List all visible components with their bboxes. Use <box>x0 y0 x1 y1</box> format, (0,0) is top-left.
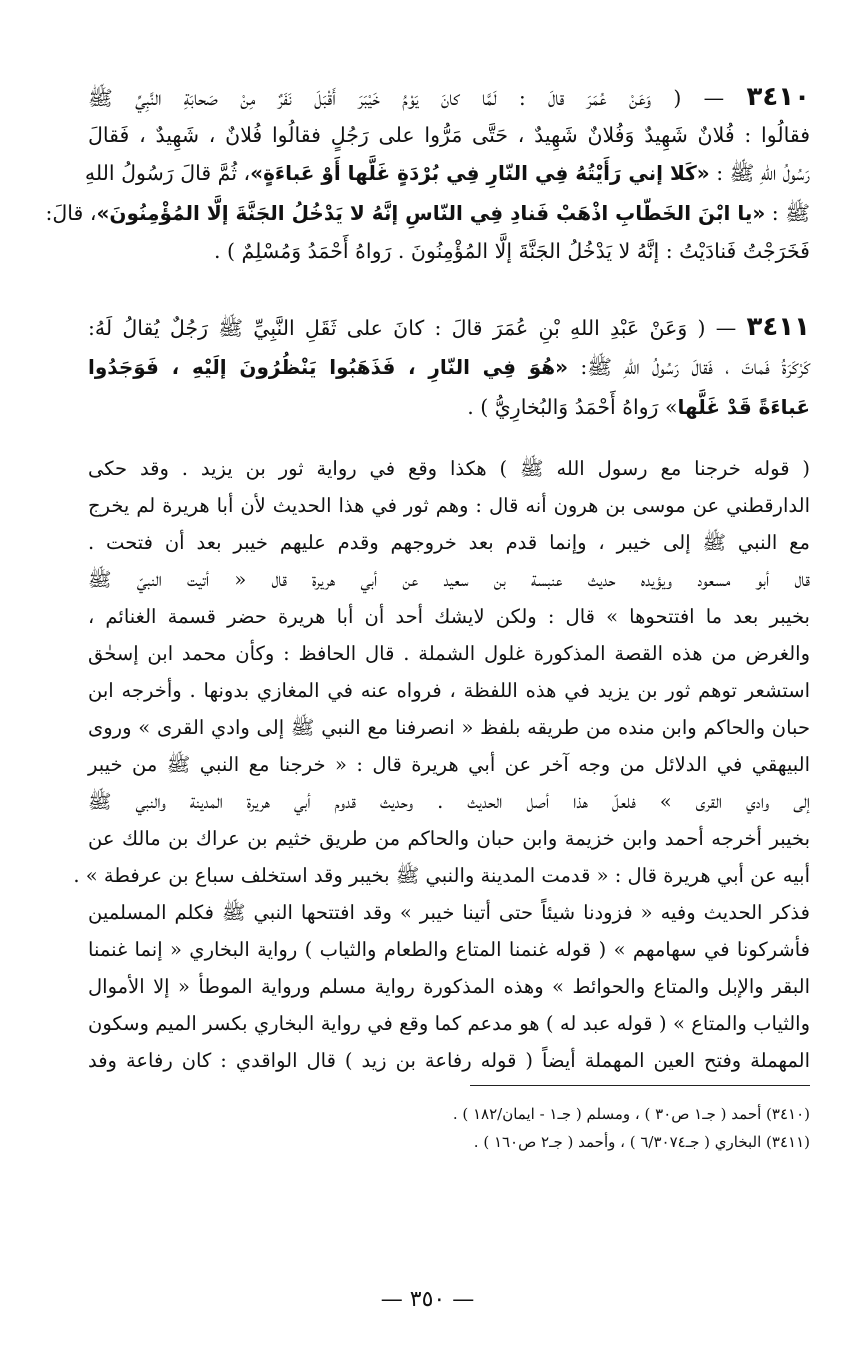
prophetic-quote: عَباءَةً قَدْ غَلَّها <box>677 395 810 419</box>
hadith-3411-line-2: كَرْكَرَةُ فَماتَ ، فَقالَ رَسُولُ اللهِ ﷺ: «هُوَ فِي النّارِ ، فَذَهَبُوا يَنْظُرُونَ إلَيْهِ ، فَوَجَدُوا <box>88 355 810 379</box>
commentary-line: مع النبي ﷺ إلى خيبر ، وإنما قدم بعد خروجهم وقدم عليهم خيبر بعد أن فتحت . <box>88 531 810 554</box>
commentary-line: البقر والإبل والمتاع والحوائط » وهذه المذكورة رواية مسلم ورواية الموطأ « إلا الأموال <box>88 975 810 998</box>
commentary-line: فأشركونا في سهامهم » ( قوله غنمنا المتاع والطعام والثياب ) رواية البخاري « إنما غنمنا <box>88 938 810 961</box>
commentary-line: حبان والحاكم وابن منده من طريقه بلفظ « انصرفنا مع النبي ﷺ إلى وادي القرى » وروى <box>88 716 810 739</box>
commentary-line: إلى وادي القرى » فلعلّ هذا أصل الحديث . وحديث قدوم أبي هريرة المدينة والنبي ﷺ <box>88 790 810 813</box>
prophetic-quote: «هُوَ فِي النّارِ ، فَذَهَبُوا يَنْظُرُونَ إلَيْهِ ، فَوَجَدُوا <box>88 355 569 379</box>
commentary-line: المهملة وفتح العين المهملة أيضاً ( قوله رفاعة بن زيد ) قال الواقدي : كان رفاعة وفد <box>88 1049 810 1072</box>
commentary-line: والثياب والمتاع » ( قوله عبد له ) هو مدعم كما وقع في رواية البخاري بكسر الميم وسكون <box>88 1012 810 1035</box>
page-number: — ٣٥٠ — <box>380 1287 475 1312</box>
hadith-3410-line-3: رَسُولُ اللهِ ﷺ : «كَلا إني رَأَيْتُهُ فِي النّارِ فِي بُرْدَةٍ غَلَّها أَوْ عَباءَةٍ»، ثُمَّ قالَ رَسُولُ اللهِ <box>84 161 810 185</box>
hadith-3411-line-3: عَباءَةً قَدْ غَلَّها» رَواهُ أَحْمَدُ وَالبُخارِيُّ ) . <box>467 395 810 419</box>
commentary-line: استشعر توهم ثور بن يزيد في هذه اللفظة ، فرواه عنه في المغازي بدونها . وأخرجه ابن <box>88 679 810 702</box>
commentary-line: والغرض من هذه القصة المذكورة غلول الشملة . قال الحافظ : وكأن محمد ابن إسحٰق <box>88 642 810 665</box>
commentary-line: قال أبو مسعود ويؤيده حديث عنبسة بن سعيد عن أبي هريرة قال « أتيت النبيّ ﷺ <box>88 568 810 591</box>
commentary-line: فذكر الحديث وفيه « فزودنا شيئاً حتى أتينا خيبر » وقد افتتحها النبي ﷺ فكلم المسلمين <box>88 901 810 924</box>
hadith-3410-line-2: فقالُوا : فُلانٌ شَهِيدٌ وَفُلانٌ شَهِيدٌ ، حَتَّى مَرُّوا على رَجُلٍ فقالُوا فُلانٌ ، شَهِيدٌ ، فَقالَ <box>88 123 810 147</box>
commentary-line: بخيبر بعد ما افتتحوها » قال : ولكن لايشك أحد أن أبا هريرة حضر قسمة الغنائم ، <box>88 605 810 628</box>
commentary-line: أبيه عن أبي هريرة قال : « قدمت المدينة والنبي ﷺ بخيبر وقد استخلف سباع بن عرفطة » . <box>73 864 810 887</box>
hadith-number: ٣٤١٠ <box>746 82 810 112</box>
footnote-divider <box>470 1085 810 1086</box>
commentary-line: بخيبر أخرجه أحمد وابن خزيمة وابن حبان والحاكم من طريق خثيم بن عراك بن مالك عن <box>88 827 810 850</box>
footnote: (٣٤١٠) أحمد ( جـ١ ص٣٠ ) ، ومسلم ( جـ١ - ايمان/١٨٢ ) . <box>452 1105 810 1123</box>
hadith-3411-line-1: ٣٤١١ — ( وَعَنْ عَبْدِ اللهِ بْنِ عُمَرَ قالَ : كانَ على ثَقَلِ النَّبِيِّ ﷺ رَجُلٌ يُقالُ لَهُ: <box>88 312 810 342</box>
hadith-3410-line-1: ٣٤١٠ — ( وَعَنْ عُمَرَ قالَ : لَمَّا كانَ يَوْمُ خَيْبَرَ أَقْبَلَ نَفَرٌ مِنْ صَحابَةِ النَّبِيِّ ﷺ <box>88 82 810 112</box>
commentary-line: البيهقي في الدلائل من وجه آخر عن أبي هريرة قال : « خرجنا مع النبي ﷺ من خيبر <box>88 753 810 776</box>
hadith-3410-line-4: ﷺ : «يا ابْنَ الخَطّابِ اذْهَبْ فَنادِ فِي النّاسِ إنَّهُ لا يَدْخُلُ الجَنَّةَ إلَّا المُؤْمِنُونَ»، قالَ: <box>45 201 810 225</box>
commentary-line: ( قوله خرجنا مع رسول الله ﷺ ) هكذا وقع في رواية ثور بن يزيد . وقد حكى <box>88 457 810 480</box>
hadith-3410-line-5: فَخَرَجْتُ فَنادَيْتُ : إنَّهُ لا يَدْخُلُ الجَنَّةَ إلَّا المُؤْمِنُونَ . رَواهُ أَحْمَدُ وَمُسْلِمٌ ) . <box>213 239 810 263</box>
prophetic-quote: «كَلا إني رَأَيْتُهُ فِي النّارِ فِي بُرْدَةٍ غَلَّها أَوْ عَباءَةٍ» <box>250 161 710 185</box>
commentary-line: الدارقطني عن موسى بن هرون أنه قال : وهم ثور في هذا الحديث لأن أبا هريرة لم يخرج <box>88 494 810 517</box>
footnote: (٣٤١١) البخاري ( جـ٦/٣٠٧٤ ) ، وأحمد ( جـ٢ ص١٦٠ ) . <box>473 1133 810 1151</box>
hadith-number: ٣٤١١ <box>746 312 810 342</box>
prophetic-quote: «يا ابْنَ الخَطّابِ اذْهَبْ فَنادِ فِي النّاسِ إنَّهُ لا يَدْخُلُ الجَنَّةَ إلَّا المُؤْمِنُونَ» <box>96 201 766 225</box>
